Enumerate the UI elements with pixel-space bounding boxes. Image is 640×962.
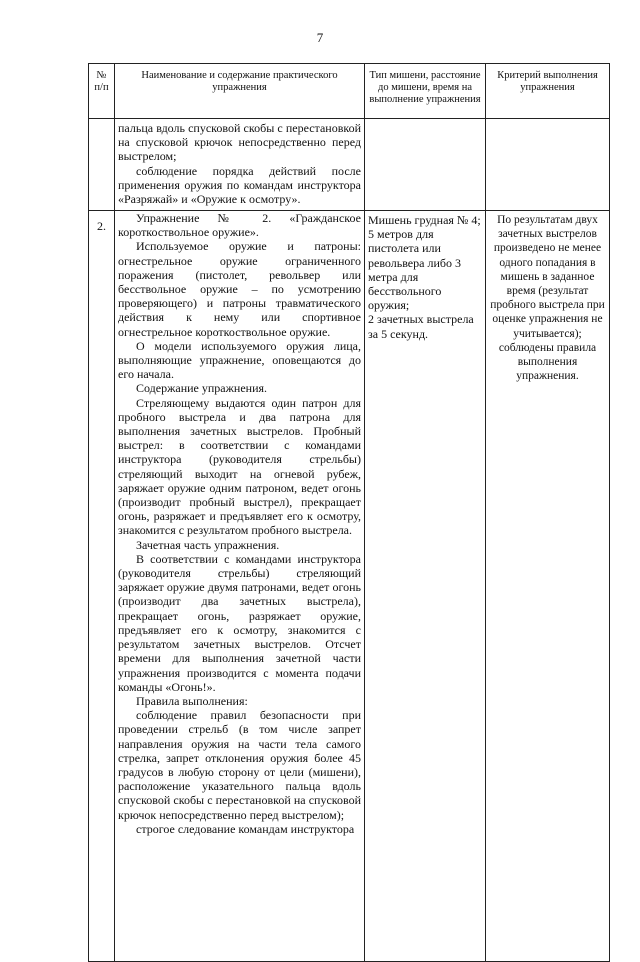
exercise-paragraph: строгое следование командам инструктора — [136, 821, 355, 836]
exercise-paragraph: В соответствии с командами инструктора (руководителя стрельбы) стреляющий заряжает оружие двумя патронами, ведет огонь (производит два зачетных выстрела), прекращает огонь, разряжает оружие, предъявляет его к осмотру, знакомится с результатом зачетных выстрелов. Отсчет времени для выполнения зачетной части упражнения производится с момента подачи команды «Огонь!». — [118, 551, 361, 694]
exercise-paragraph: Упражнение № 2. «Гражданское короткоствольное оружие». — [118, 211, 361, 240]
exercise-table — [88, 63, 610, 962]
exercise-paragraph: Используемое оружие и патроны: огнестрельное оружие ограниченного поражения (пистолет, револьвер или бесствольное оружие – по усмотрению проверяющего) и патроны травматического действия к нему или спортивное огнестрельное короткоствольное оружие. — [118, 239, 361, 339]
table-row-continuation — [89, 119, 610, 211]
header-name: Наименование и содержание практического упражнения — [115, 64, 365, 119]
exercise-paragraph: Стреляющему выдаются один патрон для пробного выстрела и два патрона для выполнения зачетных выстрелов. Пробный выстрел: в соответствии с командами инструктора (руководителя стрельбы) стреляющий выходит на огневой рубеж, заряжает оружие одним патроном, ведет огонь (производит пробный выстрел), прекращает огонь, разряжает и предъявляет его к осмотру, знакомится с результатом пробного выстрела. — [118, 395, 361, 538]
table-header-row — [89, 64, 610, 119]
exercise-paragraph: Содержание упражнения. — [136, 381, 268, 396]
exercise-paragraph: О модели используемого оружия лица, выполняющие упражнение, оповещаются до его начала. — [118, 338, 361, 382]
cell-num-empty — [89, 119, 115, 211]
continuation-paragraph: соблюдение порядка действий после применения оружия по командам инструктора «Разряжай» и «Оружие к осмотру». — [118, 163, 361, 207]
exercise-paragraph: Зачетная часть упражнения. — [136, 537, 280, 552]
header-num: № п/п — [89, 64, 115, 119]
page-number: 7 — [316, 30, 324, 45]
cell-target-empty — [365, 119, 486, 211]
exercise-paragraph: Правила выполнения: — [136, 693, 248, 708]
cell-exercise-text — [115, 211, 365, 962]
cell-criterion-empty — [486, 119, 610, 211]
continuation-paragraph: пальца вдоль спусковой скобы с перестановкой на спусковой крючок непосредственно перед выстрелом; — [118, 121, 361, 164]
cell-num: 2. — [89, 211, 115, 962]
exercise-paragraph: соблюдение правил безопасности при проведении стрельб (в том числе запрет направления оружия на части тела самого стрелка, запрет отклонения оружия более 45 градусов в любую сторону от цели (мишени), расположение указательного пальца вдоль спусковой скобы с перестановкой на спусковой крючок непосредственно перед выстрелом); — [118, 708, 361, 822]
table-row-exercise-2 — [89, 211, 610, 962]
cell-criterion: По результатам двух зачетных выстрелов произведено не менее одного попадания в мишень в заданное время (результат пробного выстрела при оценке упражнения не учитывается); соблюдены правила выполнения упражнения. — [486, 211, 610, 962]
header-target: Тип мишени, расстояние до мишени, время на выполнение упражнения — [365, 64, 486, 119]
target-line: 2 зачетных выстрела за 5 секунд. — [368, 312, 474, 341]
cell-continuation-text — [115, 119, 365, 211]
target-line: Мишень грудная № 4; 5 метров для пистолета или револьвера либо 3 метра для бесствольного оружия; — [368, 213, 481, 313]
cell-target — [365, 211, 486, 962]
header-criterion: Критерий выполнения упражнения — [486, 64, 610, 119]
